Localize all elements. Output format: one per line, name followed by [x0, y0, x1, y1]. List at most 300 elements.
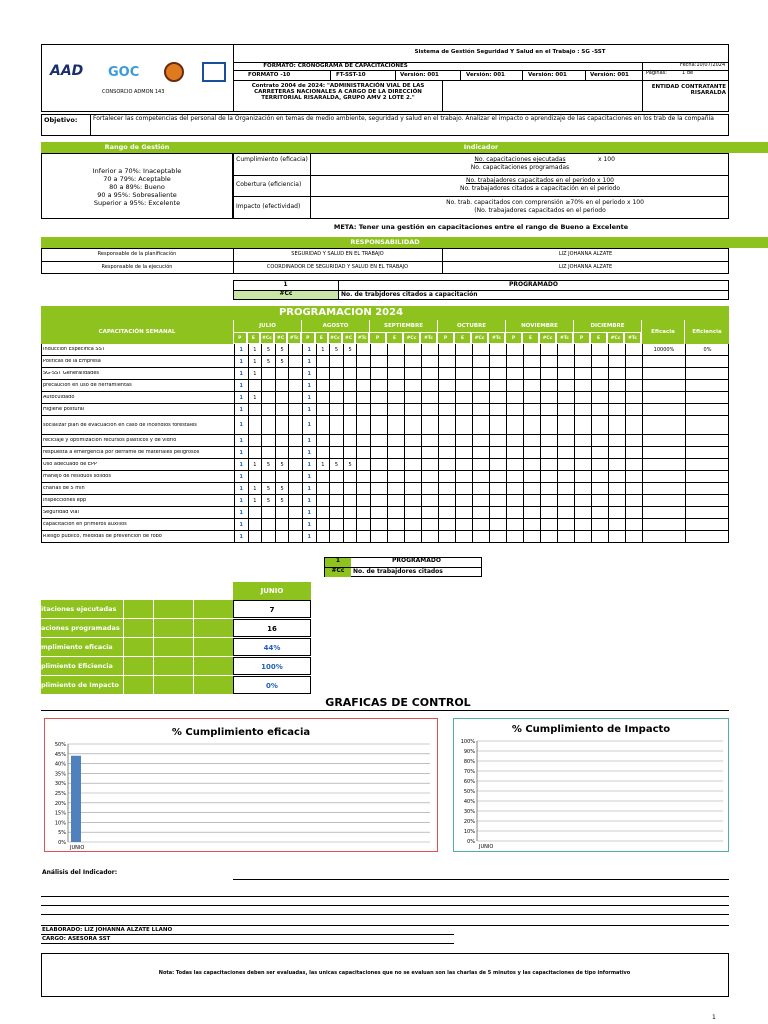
program-cell	[370, 416, 387, 435]
summary-fill	[153, 638, 193, 656]
tick-label: 0%	[58, 840, 66, 846]
program-cell	[574, 471, 591, 483]
goc-logo: GOC	[108, 65, 140, 80]
program-cell	[275, 531, 289, 543]
program-cell	[608, 447, 625, 459]
program-row	[41, 447, 729, 459]
program-cell	[506, 344, 523, 356]
program-cell	[455, 344, 472, 356]
program-cell	[472, 447, 489, 459]
program-cell	[275, 519, 289, 531]
resp-label-1: Responsable de la ejecución	[101, 264, 173, 270]
summary-fill	[193, 676, 233, 694]
program-cell	[421, 531, 438, 543]
program-cell: 1	[248, 368, 262, 380]
program-cell	[288, 483, 302, 495]
summary-value: 44%	[233, 638, 311, 656]
month-0-sub-3: #C	[274, 332, 288, 344]
program-cell: 1	[316, 344, 330, 356]
program-cell	[523, 519, 540, 531]
program-cell	[421, 471, 438, 483]
summary-fill	[123, 638, 153, 656]
program-cell: 1	[302, 471, 316, 483]
indicator-num-0: No. capacitaciones ejecutadas	[474, 156, 566, 163]
program-cell	[540, 356, 557, 368]
range-line-3: 90 a 95%: Sobresaliente	[97, 191, 177, 199]
program-cell	[557, 435, 574, 447]
eficacia-cell	[642, 483, 685, 495]
program-cell	[387, 392, 404, 404]
program-cell	[540, 447, 557, 459]
program-cell	[248, 471, 262, 483]
program-cell	[387, 471, 404, 483]
month-5-sub-1: E	[590, 332, 607, 344]
month-4: NOVIEMBRE	[505, 320, 573, 332]
program-cell	[438, 495, 455, 507]
version-4: Versión: 001	[590, 72, 629, 78]
eficiencia-cell	[685, 507, 729, 519]
program-cell	[608, 519, 625, 531]
program-cell	[489, 404, 506, 416]
program-row	[41, 392, 729, 404]
program-cell	[438, 368, 455, 380]
eficiencia-cell	[685, 380, 729, 392]
program-cell	[288, 447, 302, 459]
program-cell	[591, 380, 608, 392]
program-cell	[343, 531, 357, 543]
eficiencia-cell	[685, 356, 729, 368]
legend-cc: #Cc	[234, 291, 338, 299]
program-row-name: manejo de residuos solidos	[43, 474, 111, 479]
program-cell	[523, 435, 540, 447]
month-1-sub-4: #Tc	[355, 332, 369, 344]
program-cell	[608, 507, 625, 519]
program-cell	[329, 447, 343, 459]
program-cell	[455, 507, 472, 519]
tick-label: 5%	[58, 830, 66, 837]
program-cell	[329, 495, 343, 507]
analysis-label: Análisis del Indicador:	[42, 869, 118, 876]
program-cell	[421, 344, 438, 356]
program-cell	[370, 495, 387, 507]
program-cell	[261, 531, 275, 543]
tick-label: 70%	[463, 769, 475, 775]
aad-logo: AAD	[50, 63, 84, 79]
program-cell	[523, 471, 540, 483]
program-cell	[591, 483, 608, 495]
program-cell: 1	[248, 344, 262, 356]
program-cell	[421, 380, 438, 392]
indicator-num-2: No. trab. capacitados con comprensión ≥70% en el periodo x 100	[446, 199, 644, 206]
pages-label: Páginas:	[646, 70, 667, 76]
tick-label: 10%	[463, 829, 475, 835]
program-row-name: Higiene postural	[43, 407, 85, 412]
program-cell	[438, 459, 455, 471]
note-text: Nota: Todas las capacitaciones deben ser evaluadas, las unicas capacitaciones que no se evaluan son las charlas de 5 minutos y las capacitaciones de tipo informativo	[158, 970, 631, 976]
program-cell	[472, 368, 489, 380]
program-cell	[506, 368, 523, 380]
resp-person-1: LIZ JOHANNA ALZATE	[558, 264, 613, 270]
program-cell	[404, 380, 421, 392]
program-cell	[275, 392, 289, 404]
program-cell	[489, 344, 506, 356]
program-cell	[356, 459, 370, 471]
program-row-name: charlas de 5 min	[43, 486, 85, 491]
tick-label: 10%	[54, 820, 66, 827]
program-cell	[370, 531, 387, 543]
program-cell	[591, 507, 608, 519]
program-cell	[370, 483, 387, 495]
program-cell	[506, 435, 523, 447]
program-cell	[356, 471, 370, 483]
program-cell	[506, 507, 523, 519]
green-strip-2	[729, 237, 768, 248]
program-cell	[275, 404, 289, 416]
program-cell	[591, 447, 608, 459]
seal-logo	[164, 62, 184, 82]
legend2-cc: #Cc	[325, 568, 351, 577]
program-cell	[506, 404, 523, 416]
program-cell	[421, 483, 438, 495]
program-cell	[316, 483, 330, 495]
program-cell	[343, 483, 357, 495]
program-cell	[288, 519, 302, 531]
program-cell	[404, 404, 421, 416]
program-cell	[489, 507, 506, 519]
summary-value: 7	[233, 600, 311, 618]
program-cell: 1	[234, 356, 248, 368]
program-cell	[540, 471, 557, 483]
summary-month: JUNIO	[233, 582, 311, 600]
program-cell	[506, 392, 523, 404]
program-cell: 5	[261, 356, 275, 368]
resp-person-0: LIZ JOHANNA ALZATE	[558, 251, 613, 257]
summary-fill	[123, 676, 153, 694]
program-cell	[343, 471, 357, 483]
program-cell	[574, 344, 591, 356]
program-cell	[438, 404, 455, 416]
program-cell	[557, 495, 574, 507]
tick-label: 20%	[463, 819, 475, 825]
summary-fill	[123, 619, 153, 637]
program-cell	[625, 380, 642, 392]
program-cell	[438, 471, 455, 483]
program-cell	[574, 356, 591, 368]
range-title: Rango de Gestión	[41, 142, 233, 153]
program-cell: 1	[302, 368, 316, 380]
month-4-sub-2: #Cc	[539, 332, 556, 344]
format-code-label: FORMATO -10	[248, 72, 291, 78]
program-cell	[523, 531, 540, 543]
summary-value: 0%	[233, 676, 311, 694]
program-cell	[343, 416, 357, 435]
program-cell	[523, 495, 540, 507]
eficacia-cell	[642, 459, 685, 471]
eficacia-cell	[642, 404, 685, 416]
program-cell	[356, 380, 370, 392]
program-cell	[329, 507, 343, 519]
program-cell	[248, 416, 262, 435]
program-cell	[455, 356, 472, 368]
eficiencia-cell	[685, 459, 729, 471]
program-cell	[370, 507, 387, 519]
eficacia-cell	[642, 356, 685, 368]
program-cell	[356, 519, 370, 531]
program-cell	[316, 404, 330, 416]
summary-fill	[153, 676, 193, 694]
eficacia-cell	[642, 495, 685, 507]
cargo: CARGO: ASESORA SST	[42, 936, 111, 942]
program-cell	[625, 356, 642, 368]
program-cell	[329, 471, 343, 483]
eficiencia-cell: 0%	[685, 344, 729, 356]
eficiencia-label: Eficiencia	[684, 320, 729, 344]
program-cell	[557, 507, 574, 519]
program-cell	[455, 495, 472, 507]
summary-fill	[153, 657, 193, 675]
program-cell: 1	[302, 495, 316, 507]
program-cell: 1	[302, 344, 316, 356]
program-cell	[472, 404, 489, 416]
program-cell	[343, 356, 357, 368]
program-cell: 5	[261, 495, 275, 507]
program-cell	[591, 495, 608, 507]
program-cell	[557, 344, 574, 356]
program-cell	[404, 531, 421, 543]
program-cell	[574, 435, 591, 447]
program-cell	[404, 459, 421, 471]
program-cell	[387, 356, 404, 368]
summary-fill	[123, 657, 153, 675]
eficacia-cell	[642, 519, 685, 531]
program-cell	[356, 447, 370, 459]
tick-label: 20%	[54, 800, 66, 807]
range-line-2: 80 a 89%: Bueno	[109, 183, 165, 191]
program-cell	[625, 392, 642, 404]
date: Fecha:10/07/2024	[680, 62, 726, 68]
program-cell	[540, 459, 557, 471]
month-3-sub-0: P	[437, 332, 454, 344]
program-cell	[370, 380, 387, 392]
program-cell	[288, 495, 302, 507]
program-cell	[356, 435, 370, 447]
page-number: 1	[712, 1014, 716, 1021]
legend2-cc-text: No. de trabajdores citados	[353, 568, 443, 575]
category-label: JUNIO	[479, 844, 494, 850]
eficacia-cell	[642, 380, 685, 392]
program-cell	[248, 404, 262, 416]
program-row-name: socializar plan de evacuacion en caso de incendios forestales	[43, 422, 197, 428]
month-1-sub-2: #Cc	[328, 332, 342, 344]
program-cell	[472, 416, 489, 435]
program-cell	[557, 531, 574, 543]
program-cell	[370, 404, 387, 416]
program-cell	[489, 531, 506, 543]
category-label: JUNIO	[70, 845, 85, 850]
program-cell	[404, 392, 421, 404]
program-row	[41, 368, 729, 380]
program-cell	[472, 459, 489, 471]
program-cell	[370, 368, 387, 380]
indicator-name-2: Impacto (efectividad)	[236, 203, 301, 210]
program-cell	[489, 380, 506, 392]
program-cell	[472, 471, 489, 483]
program-cell	[540, 380, 557, 392]
program-cell	[506, 519, 523, 531]
summary-label: itaciones ejecutadas	[41, 600, 123, 618]
program-cell	[316, 356, 330, 368]
program-cell	[438, 416, 455, 435]
program-cell	[356, 344, 370, 356]
program-cell	[404, 471, 421, 483]
program-cell	[356, 404, 370, 416]
program-cell	[455, 380, 472, 392]
program-row-name: Inducción Específica SST	[43, 347, 105, 352]
program-cell	[557, 519, 574, 531]
bar	[71, 756, 81, 842]
program-cell	[329, 368, 343, 380]
program-cell	[261, 416, 275, 435]
program-cell: 1	[302, 404, 316, 416]
tick-label: 25%	[54, 791, 66, 797]
program-cell: 1	[302, 519, 316, 531]
program-cell	[288, 416, 302, 435]
program-cell	[574, 519, 591, 531]
eficiencia-cell	[685, 519, 729, 531]
program-cell	[540, 404, 557, 416]
program-cell: 1	[234, 471, 248, 483]
program-cell	[472, 519, 489, 531]
indicator-name-1: Cobertura (eficiencia)	[236, 181, 302, 188]
summary-fill	[193, 657, 233, 675]
program-cell	[625, 471, 642, 483]
program-cell	[591, 344, 608, 356]
program-cell	[523, 380, 540, 392]
program-cell	[370, 435, 387, 447]
program-cell	[438, 507, 455, 519]
program-cell	[574, 459, 591, 471]
month-4-sub-0: P	[505, 332, 522, 344]
program-cell	[261, 404, 275, 416]
program-cell	[329, 392, 343, 404]
program-cell: 5	[275, 495, 289, 507]
program-cell: 1	[302, 447, 316, 459]
program-cell	[288, 507, 302, 519]
program-cell	[608, 392, 625, 404]
eficacia-cell	[642, 471, 685, 483]
program-cell	[574, 531, 591, 543]
program-cell	[608, 531, 625, 543]
program-cell	[540, 392, 557, 404]
program-cell	[387, 495, 404, 507]
month-0: JULIO	[233, 320, 301, 332]
program-cell	[404, 368, 421, 380]
program-cell	[288, 344, 302, 356]
program-cell	[288, 471, 302, 483]
month-1-sub-3: #C	[342, 332, 356, 344]
program-cell	[540, 507, 557, 519]
program-row	[41, 380, 729, 392]
program-cell	[421, 416, 438, 435]
program-cell: 1	[234, 416, 248, 435]
program-cell	[261, 380, 275, 392]
eficiencia-cell	[685, 495, 729, 507]
program-cell	[316, 368, 330, 380]
program-cell	[288, 356, 302, 368]
program-row-name: Seguridad vial	[43, 510, 79, 515]
program-cell: 1	[234, 404, 248, 416]
program-cell	[356, 507, 370, 519]
eficiencia-cell	[685, 435, 729, 447]
program-cell	[370, 459, 387, 471]
summary-value: 16	[233, 619, 311, 637]
month-5: DICIEMBRE	[573, 320, 641, 332]
indicator-den-0: No. capacitaciones programadas	[470, 164, 570, 171]
program-row	[41, 531, 729, 543]
program-cell	[540, 531, 557, 543]
program-row-name: respuesta a emergencia por derrame de materiales peligrosos	[43, 450, 200, 455]
program-cell	[506, 380, 523, 392]
program-cell	[343, 447, 357, 459]
program-cell: 1	[248, 459, 262, 471]
program-cell	[557, 404, 574, 416]
program-cell	[591, 531, 608, 543]
program-cell	[248, 519, 262, 531]
program-cell	[316, 416, 330, 435]
program-row-name: capacitacion en primeros auxilios	[43, 522, 127, 527]
program-cell	[329, 483, 343, 495]
program-cell	[387, 507, 404, 519]
program-cell	[455, 435, 472, 447]
program-row	[41, 344, 729, 356]
program-cell	[343, 368, 357, 380]
program-row-name: SG-SST Generalidades	[43, 371, 100, 376]
program-cell	[523, 447, 540, 459]
tick-label: 50%	[54, 742, 66, 748]
program-cell	[387, 483, 404, 495]
program-cell	[329, 380, 343, 392]
summary-fill	[193, 600, 233, 618]
contract-text: Contrato 2004 de 2024: "ADMINISTRACIÓN VIAL DE LAS CARRETERAS NACIONALES A CARGO DE LA DIRECCIÓN TERRITORIAL RISARALDA, GRUPO AMV 2 LOTE 2."	[251, 83, 425, 102]
program-cell	[540, 519, 557, 531]
program-cell: 5	[343, 459, 357, 471]
program-cell	[557, 380, 574, 392]
program-cell: 1	[234, 368, 248, 380]
program-cell	[625, 416, 642, 435]
program-cell: 1	[302, 507, 316, 519]
program-cell	[404, 447, 421, 459]
program-cell	[316, 519, 330, 531]
program-cell	[387, 344, 404, 356]
program-cell	[557, 483, 574, 495]
program-cell	[489, 459, 506, 471]
program-cell	[557, 471, 574, 483]
program-cell: 1	[248, 356, 262, 368]
program-cell	[472, 344, 489, 356]
indicator-den-2: (No. trabajadores capacitados en el periodo	[474, 207, 606, 214]
month-5-sub-0: P	[573, 332, 590, 344]
program-cell: 1	[302, 356, 316, 368]
indicator-title: Indicador	[233, 142, 729, 153]
program-cell	[387, 380, 404, 392]
program-cell	[489, 356, 506, 368]
program-cell	[404, 483, 421, 495]
summary-fill	[193, 638, 233, 656]
program-cell	[472, 392, 489, 404]
program-cell	[329, 356, 343, 368]
program-cell	[608, 368, 625, 380]
goal-text: META: Tener una gestión en capacitaciones entre el rango de Bueno a Excelente	[333, 223, 629, 231]
